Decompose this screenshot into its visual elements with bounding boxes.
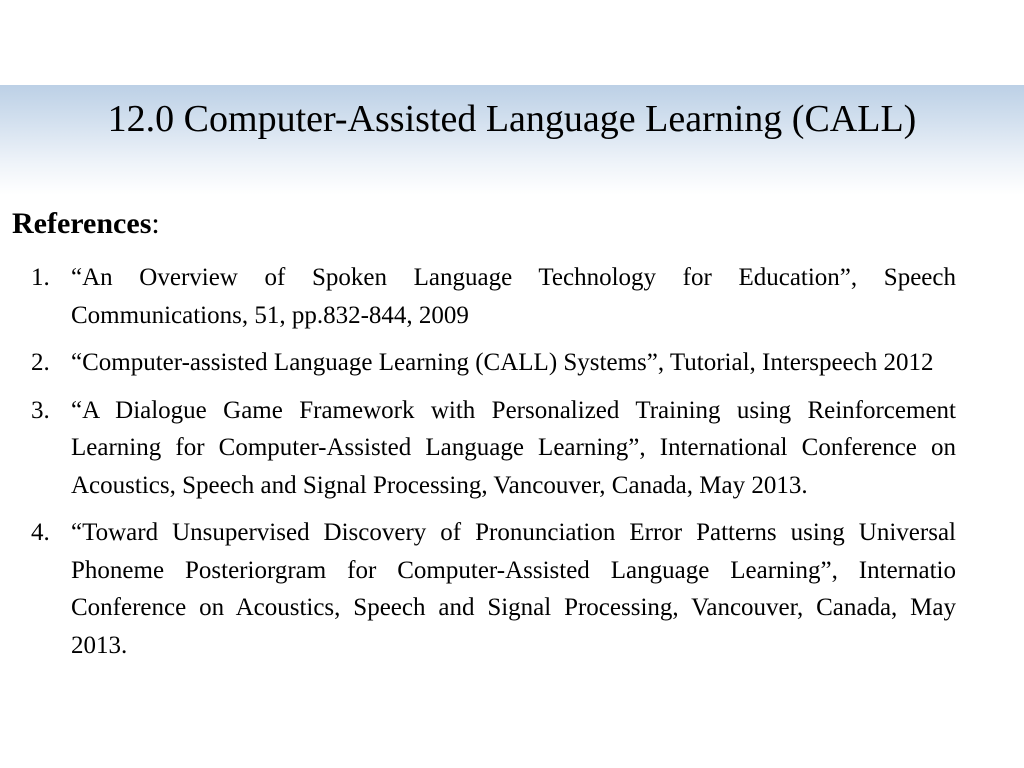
slide-title: 12.0 Computer-Assisted Language Learning (CALL): [107, 98, 917, 140]
reference-number: 4.: [31, 519, 50, 546]
reference-item-4: [0, 514, 956, 664]
references-heading-colon: :: [151, 207, 160, 240]
reference-item-2: [0, 344, 956, 382]
reference-number: 3.: [31, 396, 50, 424]
reference-text: “Toward Unsupervised Discovery of Pronunciation Error Patterns using Universal Phoneme Posteriorgram for Computer-Assisted Language Learning”, Internatio Conference on Acoustics, Speech and Signal Processing, Vancouver, Canada, May 2013.: [71, 519, 956, 659]
reference-text: “An Overview of Spoken Language Technology for Education”, Speech Communications, 51, pp.832-844, 2009: [71, 264, 956, 329]
reference-item-1: [0, 259, 956, 334]
reference-text: “Computer-assisted Language Learning (CALL) Systems”, Tutorial, Interspeech 2012: [71, 349, 934, 376]
references-heading-label: References: [12, 207, 152, 240]
reference-number: 2.: [31, 349, 50, 376]
reference-item-3: [0, 392, 956, 505]
reference-list: [0, 259, 1024, 674]
reference-number: 1.: [31, 264, 50, 291]
reference-text: “A Dialogue Game Framework with Personalized Training using Reinforcement Learning for Computer-Assisted Language Learning”, International Conference on Acoustics, Speech and Signal Processing, Vancouver, Canada, May 2013.: [71, 396, 956, 499]
references-heading: [12, 205, 160, 243]
